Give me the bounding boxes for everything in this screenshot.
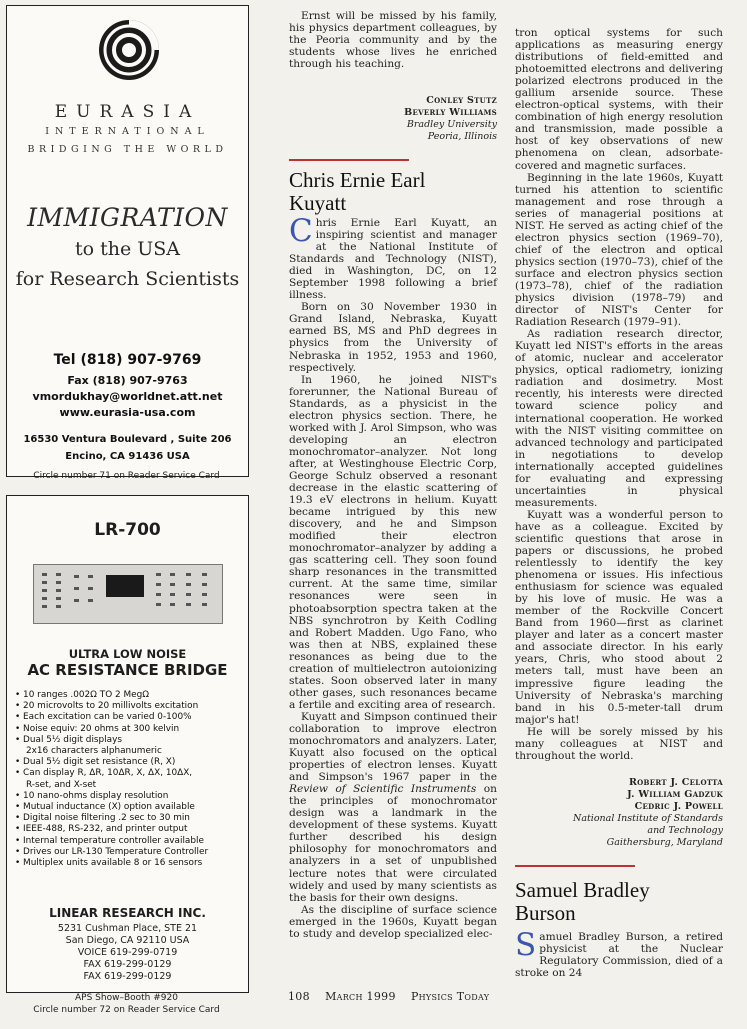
- spec-item: • Internal temperature controller available: [15, 835, 204, 846]
- instrument-image: [33, 564, 223, 624]
- eurasia-subheading: to the USA: [74, 238, 181, 260]
- spec-item: • Can display R, ΔR, 10ΔR, X, ΔX, 10ΔX,: [15, 768, 193, 779]
- paragraph-text: on the principles of monochromator design was a landmark in the development of these systems. Kuyatt further described his design philosophy for monochromators and analyzers in a set of unpublished lecture notes that were circulated widely and used by many scientists as the basis for their own designs.: [289, 783, 497, 904]
- instrument-button: [56, 589, 61, 592]
- issue-date: March 1999: [325, 990, 396, 1003]
- instrument-button: [42, 605, 47, 608]
- instrument-button: [202, 573, 207, 576]
- lr700-fax: FAX 619-299-0129: [83, 971, 172, 982]
- instrument-button: [202, 603, 207, 606]
- burson-text: [515, 927, 723, 980]
- instrument-button: [42, 581, 47, 584]
- instrument-button: [202, 583, 207, 586]
- author-affiliation: Bradley University: [406, 119, 497, 130]
- paragraph: [515, 927, 723, 980]
- lr700-booth-caption: APS Show–Booth #920: [75, 993, 178, 1003]
- instrument-button: [186, 583, 191, 586]
- paragraph: As the discipline of surface science emerged in the 1960s, Kuyatt began to study and develop specialized elec-: [289, 903, 497, 940]
- eurasia-website: www.eurasia-usa.com: [59, 406, 196, 419]
- lr700-company: LINEAR RESEARCH INC.: [49, 906, 206, 920]
- instrument-display: [106, 575, 144, 597]
- eurasia-logo-icon: [98, 16, 160, 86]
- dropcap: S: [515, 927, 537, 963]
- spec-item: • 10 nano-ohms display resolution: [15, 790, 169, 801]
- title-line: Burson: [515, 901, 576, 925]
- author-name: Conley Stutz: [426, 95, 497, 106]
- lr700-address: San Diego, CA 92110 USA: [65, 935, 190, 946]
- paragraph: He will be sorely missed by his many colleagues at NIST and throughout the world.: [515, 725, 723, 762]
- instrument-button: [186, 573, 191, 576]
- eurasia-subheading: for Research Scientists: [15, 268, 240, 290]
- paragraph: tron optical systems for such applications as measuring energy distributions of field-emitted and photoemitted electrons and delivering polarized electrons produced in the gallium arsenide source. These electron-optical systems, with their combination of high energy resolution and transmission, made possible a host of key observations of new phenomena on clean, adsorbate-covered and magnetic surfaces.: [515, 27, 723, 172]
- author-name: J. William Gadzuk: [627, 789, 723, 800]
- lr700-ad: [6, 495, 249, 993]
- eurasia-brand-line: INTERNATIONAL: [45, 126, 210, 137]
- instrument-button: [156, 583, 161, 586]
- eurasia-reader-service-caption: Circle number 71 on Reader Service Card: [33, 471, 220, 481]
- instrument-button: [88, 587, 93, 590]
- lr700-model: LR-700: [94, 520, 161, 540]
- burson-title: [515, 879, 725, 925]
- page-number: 108: [288, 990, 310, 1003]
- kuyatt-title: [289, 169, 499, 215]
- lr700-product-name: AC RESISTANCE BRIDGE: [27, 661, 228, 679]
- author-affiliation: and Technology: [647, 825, 723, 836]
- instrument-button: [88, 575, 93, 578]
- kuyatt-signature: [515, 777, 723, 849]
- paragraph-text: amuel Bradley Burson, a retired physicist at the Nuclear Regulatory Commission, died of a stroke on 24: [515, 931, 723, 980]
- spec-item: • Mutual inductance (X) option available: [15, 802, 195, 813]
- prev-article-signature: [289, 95, 497, 143]
- instrument-button: [186, 593, 191, 596]
- instrument-button: [56, 573, 61, 576]
- eurasia-phone: Tel (818) 907-9769: [53, 352, 202, 368]
- author-name: Cedric J. Powell: [634, 801, 723, 812]
- paragraph: [289, 213, 497, 302]
- title-line: Kuyatt: [289, 191, 347, 215]
- instrument-button: [74, 587, 79, 590]
- title-line: Chris Ernie Earl: [289, 168, 426, 192]
- spec-item: • Noise equiv: 20 ohms at 300 kelvin: [15, 723, 180, 734]
- kuyatt-column-1: [289, 213, 497, 982]
- lr700-reader-service-caption: Circle number 72 on Reader Service Card: [33, 1005, 220, 1015]
- eurasia-ad: [6, 5, 249, 477]
- spec-item: • Dual 5½ digit set resistance (R, X): [15, 757, 176, 768]
- lr700-spec-list: [15, 690, 247, 869]
- instrument-button: [56, 605, 61, 608]
- instrument-button: [202, 593, 207, 596]
- eurasia-slogan: BRIDGING THE WORLD: [27, 144, 228, 155]
- kuyatt-column-2: [515, 27, 723, 772]
- title-line: Samuel Bradley: [515, 878, 650, 902]
- eurasia-email: vmordukhay@worldnet.att.net: [32, 390, 223, 403]
- instrument-button: [74, 575, 79, 578]
- section-rule: [515, 865, 635, 867]
- journal-name: Review of Scientific Instruments: [289, 783, 477, 796]
- instrument-button: [42, 597, 47, 600]
- lr700-fax: FAX 619-299-0129: [83, 959, 172, 970]
- eurasia-headline: IMMIGRATION: [27, 203, 228, 232]
- instrument-button: [170, 603, 175, 606]
- instrument-button: [170, 593, 175, 596]
- instrument-button: [42, 589, 47, 592]
- instrument-button: [156, 573, 161, 576]
- lr700-address: 5231 Cushman Place, STE 21: [57, 923, 198, 934]
- paragraph: Born on 30 November 1930 in Grand Island, Nebraska, Kuyatt earned BS, MS and PhD degrees in physics from the University of Nebraska in 1952, 1953 and 1960, respectively.: [289, 301, 497, 374]
- author-affiliation: Peoria, Illinois: [427, 131, 497, 142]
- instrument-button: [170, 573, 175, 576]
- spec-item: • Drives our LR-130 Temperature Controller: [15, 846, 209, 857]
- eurasia-address: 16530 Ventura Boulevard , Suite 206: [23, 434, 232, 445]
- lr700-tagline: ULTRA LOW NOISE: [68, 647, 187, 661]
- author-affiliation: Gaithersburg, Maryland: [606, 837, 723, 848]
- paragraph-text: Kuyatt and Simpson continued their collaboration to improve electron monochromators and analyzers. Later, Kuyatt also focused on the optical properties of electron lenses. Kuyatt and Simpson's 1967 paper in the: [289, 710, 497, 784]
- spec-item: R-set, and X-set: [26, 779, 97, 790]
- instrument-button: [156, 593, 161, 596]
- instrument-button: [170, 583, 175, 586]
- spec-item: • Multiplex units available 8 or 16 sensors: [15, 858, 203, 869]
- instrument-button: [56, 597, 61, 600]
- spec-item: • Digital noise filtering .2 sec to 30 min: [15, 813, 190, 824]
- section-rule: [289, 159, 409, 161]
- instrument-button: [56, 581, 61, 584]
- spec-item: • IEEE-488, RS-232, and printer output: [15, 824, 188, 835]
- spec-item: • 10 ranges .002Ω TO 2 MegΩ: [15, 690, 150, 700]
- paragraph: Kuyatt was a wonderful person to have as a colleague. Excited by scientific questions that arose in papers or discussions, he probed relentlessly to identify the key phenomena or issues. His infectious enthusiasm for science was equaled by his love of music. He was a member of the Rockville Concert Band from 1960—first as clarinet player and later as a concert master and associate director. In his early years, Chris, who stood about 2 meters tall, must have been an impressive figure leading the University of Nebraska's marching band in his 0.5-meter-tall drum major's hat!: [515, 508, 723, 726]
- dropcap: C: [289, 213, 313, 249]
- spec-item: 2x16 characters alphanumeric: [26, 746, 162, 757]
- eurasia-address: Encino, CA 91436 USA: [65, 451, 190, 462]
- eurasia-brand-name: EURASIA: [54, 102, 201, 122]
- paragraph: As radiation research director, Kuyatt led NIST's efforts in the areas of atomic, nuclear and accelerator physics, optical radiometry, ionizing radiation and dosimetry. Most recently, his interests were directed toward science policy and international cooperation. He worked with the NIST visiting committee on advanced technology and participated in negotiations to develop internationally accepted guidelines for evaluating and expressing uncertainties in physical measurements.: [515, 328, 723, 509]
- instrument-button: [186, 603, 191, 606]
- spec-item: • Dual 5½ digit displays: [15, 734, 122, 745]
- author-affiliation: National Institute of Standards: [573, 813, 723, 824]
- instrument-button: [88, 599, 93, 602]
- paragraph: Ernst will be missed by his family, his physics department colleagues, by the Peoria community and by the students whose lives he enriched through his teaching.: [289, 10, 497, 71]
- instrument-button: [74, 599, 79, 602]
- author-name: Beverly Williams: [404, 107, 497, 118]
- page-footer: [288, 990, 489, 1003]
- prev-article-closing: [289, 10, 497, 70]
- paragraph-text: hris Ernie Earl Kuyatt, an inspiring scientist and manager at the National Institute of Standards and Technology (NIST), died in Washington, DC, on 12 September 1998 following a brief illness.: [289, 217, 497, 302]
- spec-item: • 20 microvolts to 20 millivolts excitation: [15, 701, 199, 712]
- paragraph: [289, 711, 497, 904]
- author-name: Robert J. Celotta: [628, 777, 723, 788]
- paragraph: In 1960, he joined NIST's forerunner, the National Bureau of Standards, as a physicist in the electron physics section. There, he worked with J. Arol Simpson, who was developing an electron monochromator–analyzer. Not long after, at Westinghouse Electric Corp, George Schulz observed a resonant decrease in the elastic scattering of 19.3 eV electrons in helium. Kuyatt became intrigued by this new discovery, and he and Simpson modified their electron monochromator–analyzer by adding a gas scattering cell. They soon found sharp resonances in the transmitted current. At the same time, similar resonances were seen in photoabsorption spectra taken at the NBS synchrotron by Keith Codling and Robert Madden. Ugo Fano, who was then at NBS, explained these resonances as being due to the creation of multielectron autoionizing states. Soon observed later in many other gases, such resonances became a fertile and exciting area of research.: [289, 373, 497, 711]
- spec-item: • Each excitation can be varied 0-100%: [15, 712, 192, 723]
- paragraph: Beginning in the late 1960s, Kuyatt turned his attention to scientific management and rose through a series of managerial positions at NIST. He served as acting chief of the electron physics section (1969–70), chief of the electron and optical physics section (1970–73), chief of the surface and electron physics section (1973–78), chief of the radiation physics division (1978–79) and director of NIST's Center for Radiation Research (1979–91).: [515, 171, 723, 329]
- eurasia-fax: Fax (818) 907-9763: [67, 374, 188, 387]
- magazine-name: Physics Today: [410, 990, 490, 1003]
- lr700-voice: VOICE 619-299-0719: [77, 947, 178, 958]
- instrument-button: [156, 603, 161, 606]
- instrument-button: [42, 573, 47, 576]
